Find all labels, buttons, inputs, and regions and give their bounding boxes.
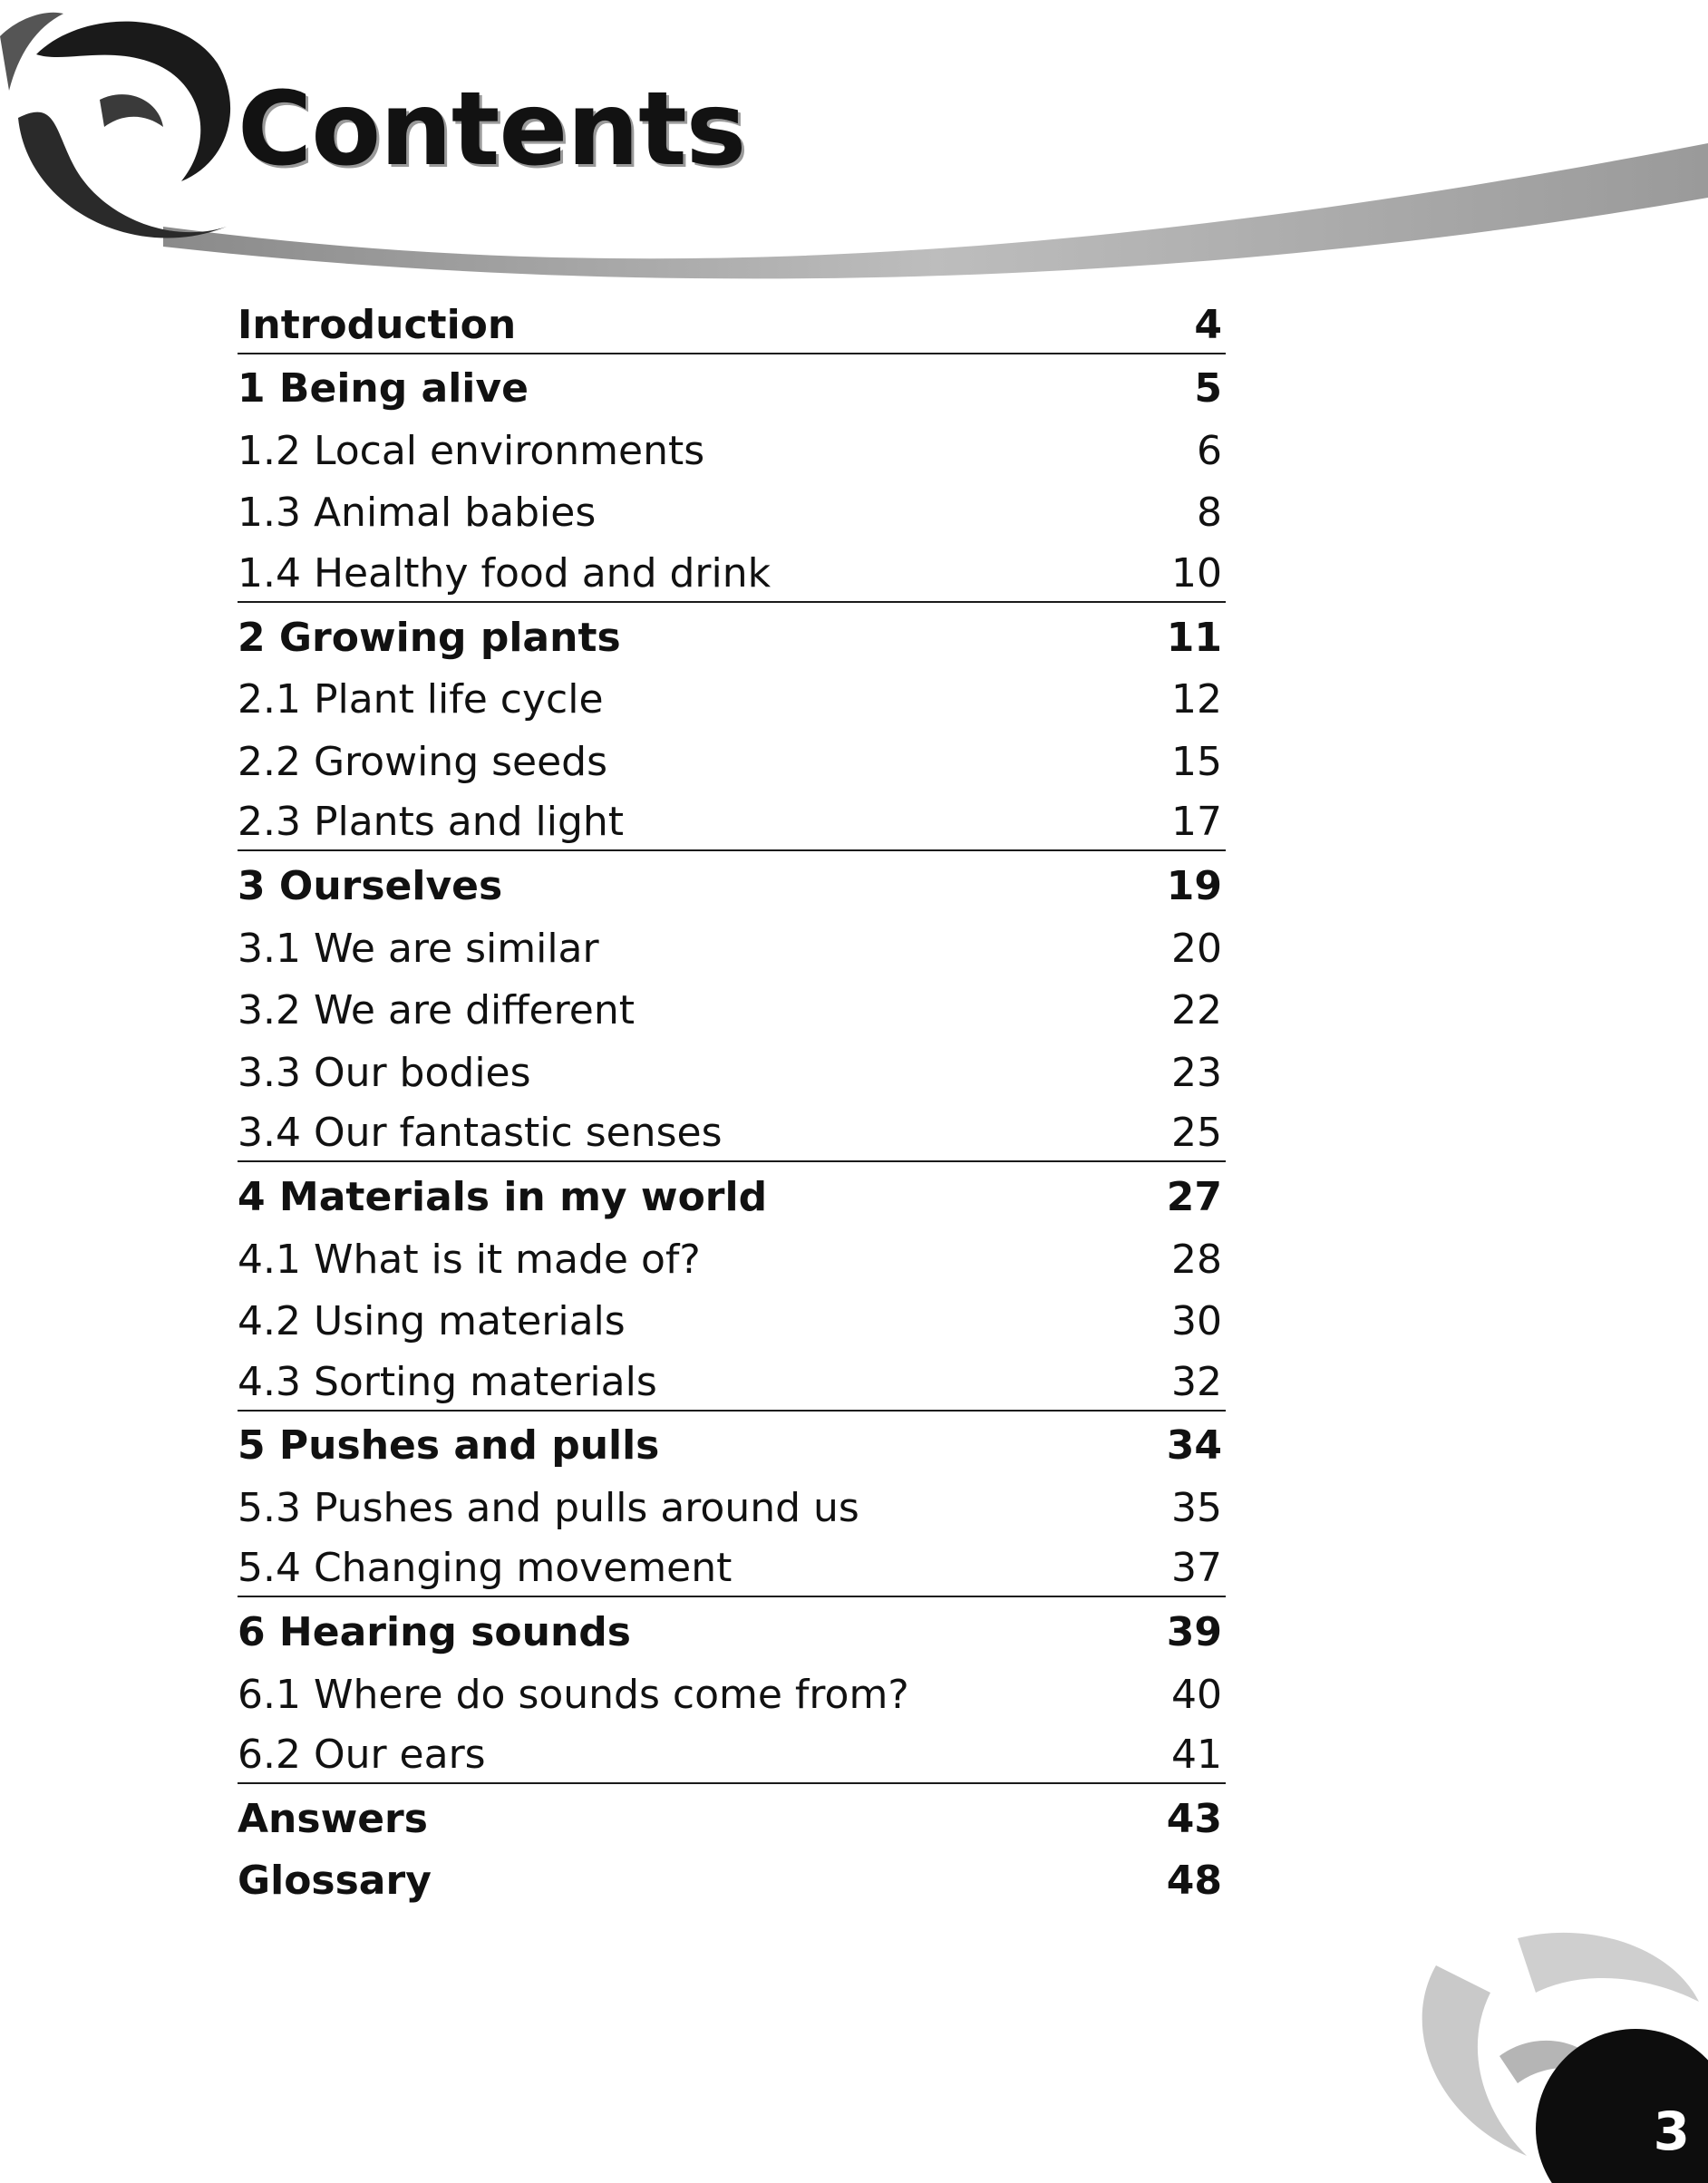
toc-entry-page: 30 — [1171, 1298, 1222, 1345]
toc-entry-label: 5.3 Pushes and pulls around us — [238, 1484, 859, 1531]
toc-entry-label: 2.2 Growing seeds — [238, 738, 608, 785]
toc-entry-label: 2.1 Plant life cycle — [238, 676, 604, 723]
toc-entry-label: 3.2 We are different — [238, 987, 635, 1034]
toc-entry-page: 19 — [1166, 862, 1222, 909]
toc-entry-label: 4.1 What is it made of? — [238, 1236, 701, 1283]
toc-entry-label: 1.4 Healthy food and drink — [238, 549, 772, 597]
toc-row — [238, 1349, 1226, 1412]
toc-entry-page: 8 — [1197, 490, 1222, 537]
toc-entry-page: 48 — [1166, 1858, 1222, 1905]
toc-entry-label: 1 Being alive — [238, 365, 529, 412]
toc-row — [238, 1287, 1226, 1350]
toc-entry-label: 1.2 Local environments — [238, 427, 705, 474]
toc-entry-page: 25 — [1171, 1110, 1222, 1157]
toc-row — [238, 727, 1226, 790]
toc-entry-page: 5 — [1194, 365, 1222, 412]
toc-entry-label: 3.4 Our fantastic senses — [238, 1110, 723, 1157]
toc-entry-page: 6 — [1197, 427, 1222, 474]
toc-entry-page: 39 — [1166, 1609, 1222, 1656]
toc-row — [238, 914, 1226, 976]
toc-row — [238, 1597, 1226, 1660]
toc-entry-page: 4 — [1194, 301, 1222, 348]
toc-entry-label: Introduction — [238, 301, 517, 348]
toc-entry-page: 17 — [1171, 799, 1222, 846]
toc-entry-page: 11 — [1166, 614, 1222, 661]
toc-entry-label: 4.3 Sorting materials — [238, 1358, 657, 1405]
toc-entry-label: 4 Materials in my world — [238, 1173, 768, 1220]
toc-row — [238, 1536, 1226, 1598]
toc-row — [238, 851, 1226, 914]
table-of-contents — [238, 292, 1226, 1908]
toc-entry-label: 2 Growing plants — [238, 614, 621, 661]
toc-row — [238, 1784, 1226, 1847]
toc-entry-page: 35 — [1171, 1484, 1222, 1531]
toc-row — [238, 1162, 1226, 1225]
toc-row — [238, 292, 1226, 354]
swirl-logo-icon — [0, 0, 272, 272]
toc-row — [238, 354, 1226, 417]
toc-row — [238, 790, 1226, 852]
toc-row — [238, 1225, 1226, 1287]
toc-entry-page: 12 — [1171, 676, 1222, 723]
toc-entry-label: 2.3 Plants and light — [238, 799, 625, 846]
toc-entry-label: 6.1 Where do sounds come from? — [238, 1671, 909, 1718]
toc-entry-page: 28 — [1171, 1236, 1222, 1283]
page-number: 3 — [1653, 2101, 1690, 2162]
toc-entry-label: 3 Ourselves — [238, 862, 503, 909]
toc-entry-label: 5 Pushes and pulls — [238, 1422, 660, 1470]
toc-entry-label: 6 Hearing sounds — [238, 1609, 631, 1656]
toc-entry-label: 1.3 Animal babies — [238, 490, 597, 537]
toc-row — [238, 1038, 1226, 1101]
toc-entry-page: 37 — [1171, 1545, 1222, 1592]
toc-entry-page: 23 — [1171, 1049, 1222, 1096]
toc-entry-page: 27 — [1166, 1173, 1222, 1220]
toc-row — [238, 1473, 1226, 1536]
toc-row — [238, 976, 1226, 1039]
toc-entry-page: 15 — [1171, 738, 1222, 785]
toc-row — [238, 1847, 1226, 1909]
toc-entry-page: 10 — [1171, 549, 1222, 597]
toc-row — [238, 603, 1226, 665]
toc-entry-label: 4.2 Using materials — [238, 1298, 626, 1345]
toc-row — [238, 665, 1226, 728]
toc-row — [238, 416, 1226, 479]
toc-entry-page: 40 — [1171, 1671, 1222, 1718]
toc-row — [238, 1101, 1226, 1163]
toc-entry-label: Answers — [238, 1795, 428, 1842]
toc-entry-label: 3.1 We are similar — [238, 925, 599, 972]
page-title: Contents — [238, 71, 746, 189]
toc-entry-page: 43 — [1166, 1795, 1222, 1842]
toc-entry-page: 34 — [1166, 1422, 1222, 1470]
toc-entry-page: 32 — [1171, 1358, 1222, 1405]
toc-entry-page: 22 — [1171, 987, 1222, 1034]
toc-row — [238, 1660, 1226, 1722]
toc-entry-label: 6.2 Our ears — [238, 1732, 486, 1779]
toc-entry-label: 5.4 Changing movement — [238, 1545, 733, 1592]
toc-row — [238, 1722, 1226, 1785]
toc-entry-page: 41 — [1171, 1732, 1222, 1779]
toc-row — [238, 1412, 1226, 1474]
toc-entry-label: 3.3 Our bodies — [238, 1049, 531, 1096]
toc-entry-page: 20 — [1171, 925, 1222, 972]
toc-row — [238, 479, 1226, 541]
toc-entry-label: Glossary — [238, 1858, 432, 1905]
toc-row — [238, 540, 1226, 603]
